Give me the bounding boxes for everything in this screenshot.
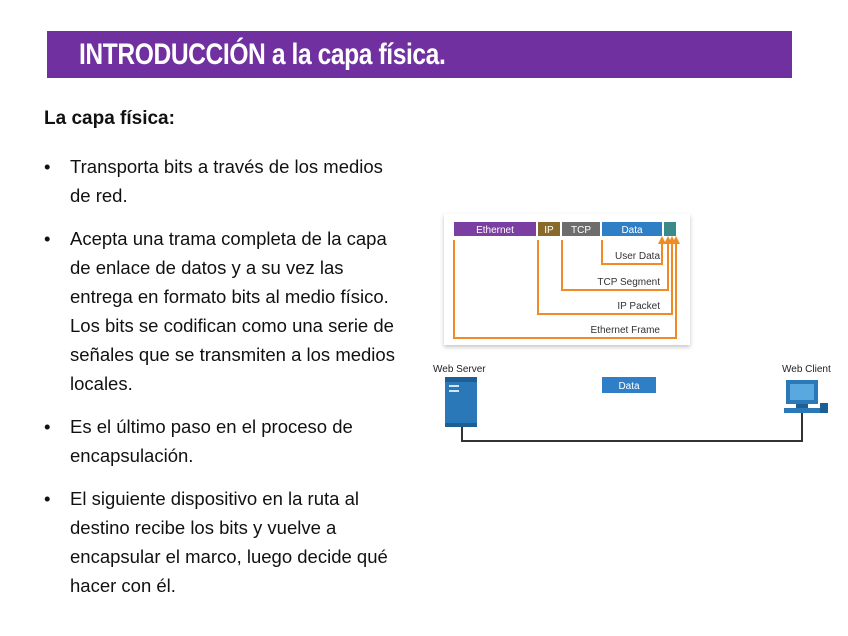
bullet-text: Acepta una trama completa de la capa de enlace de datos y a su vez las entrega en formato bits al medio físico. Los bits se codifican como una serie de señales que se transmiten a los medios locales.	[70, 228, 395, 394]
user-data-label: User Data	[614, 251, 660, 262]
bullet-text: Es el último paso en el proceso de encapsulación.	[70, 416, 353, 466]
server-icon	[445, 377, 477, 427]
web-server-label: Web Server	[433, 364, 486, 375]
ip-segment-label: IP	[544, 225, 554, 236]
bullet-text: Transporta bits a través de los medios de red.	[70, 156, 383, 206]
ethernet-frame-label: Ethernet Frame	[590, 325, 660, 336]
section-subtitle: La capa física:	[44, 108, 175, 129]
web-client-label: Web Client	[782, 364, 831, 375]
network-link	[462, 413, 802, 441]
tcp-segment-label: TCP	[571, 225, 591, 236]
data-segment-label: Data	[621, 225, 643, 236]
data-in-transit-label: Data	[618, 381, 640, 392]
bullet-dot: •	[44, 416, 51, 437]
page-title: INTRODUCCIÓN a la capa física.	[79, 38, 446, 71]
ethernet-trailer-segment	[664, 222, 676, 236]
tcp-segment-label-text: TCP Segment	[597, 277, 660, 288]
bullet-dot: •	[44, 228, 51, 249]
bullet-dot: •	[44, 488, 51, 509]
bullet-text: El siguiente dispositivo en la ruta al destino recibe los bits y vuelve a encapsular el marco, luego decide qué hacer con él.	[70, 488, 388, 596]
client-computer-icon	[784, 380, 828, 413]
bullet-dot: •	[44, 156, 51, 177]
ip-packet-label: IP Packet	[617, 301, 660, 312]
ethernet-segment-label: Ethernet	[476, 225, 514, 236]
